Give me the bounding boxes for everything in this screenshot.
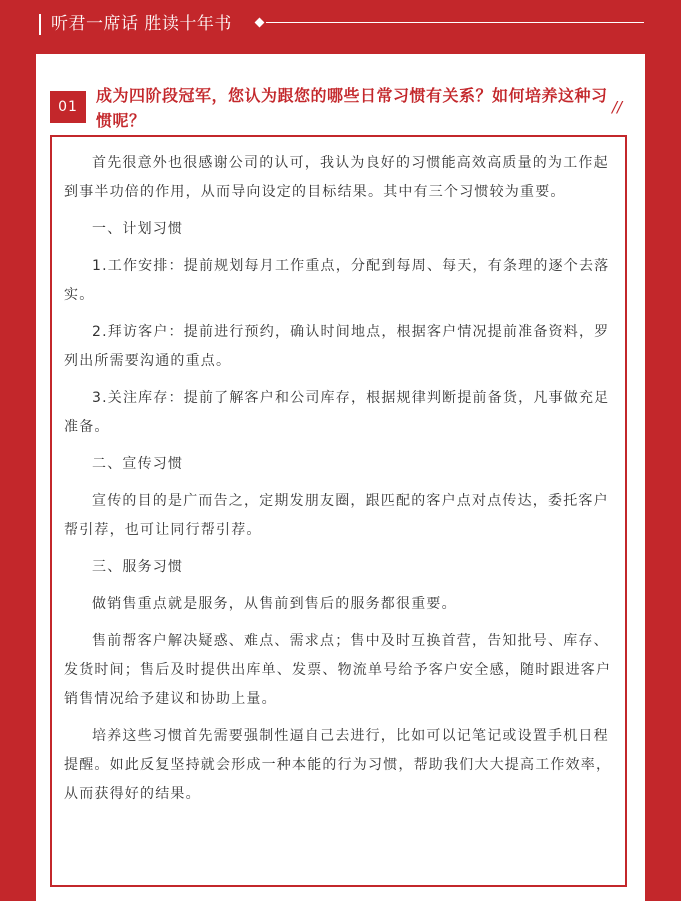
slash-mark-icon: //	[612, 98, 623, 116]
answer-paragraph: 1.工作安排：提前规划每月工作重点，分配到每周、每天，有条理的逐个去落实。	[64, 258, 610, 303]
article-card	[36, 54, 645, 901]
answer-paragraph: 做销售重点就是服务，从售前到售后的服务都很重要。	[92, 596, 457, 612]
header-title: 听君一席话 胜读十年书	[51, 14, 232, 34]
question-title: 成为四阶段冠军，您认为跟您的哪些日常习惯有关系？如何培养这种习惯呢？	[96, 86, 608, 130]
answer-paragraph: 售前帮客户解决疑惑、难点、需求点；售中及时互换首营，告知批号、库存、发货时间；售后及时提供出库单、发票、物流单号给予客户安全感，随时跟进客户销售情况给予建议和协助上量。	[64, 633, 612, 707]
header-divider	[266, 22, 644, 23]
answer-paragraph: 首先很意外也很感谢公司的认可，我认为良好的习惯能高效高质量的为工作起到事半功倍的作用，从而导向设定的目标结果。其中有三个习惯较为重要。	[64, 155, 609, 200]
answer-content	[64, 149, 619, 817]
answer-paragraph: 培养这些习惯首先需要强制性逼自己去进行，比如可以记笔记或设置手机日程提醒。如此反复坚持就会形成一种本能的行为习惯，帮助我们大大提高工作效率，从而获得好的结果。	[64, 728, 612, 802]
answer-paragraph: 宣传的目的是广而告之，定期发朋友圈，跟匹配的客户点对点传达，委托客户帮引荐，也可让同行帮引荐。	[64, 493, 609, 538]
question-number-badge: 01	[50, 91, 86, 123]
answer-heading: 一、计划习惯	[92, 221, 184, 237]
answer-heading: 三、服务习惯	[92, 559, 184, 575]
diamond-icon	[255, 18, 265, 28]
answer-heading: 二、宣传习惯	[92, 456, 184, 472]
answer-paragraph: 3.关注库存：提前了解客户和公司库存，根据规律判断提前备货，凡事做充足准备。	[64, 390, 610, 435]
page-header	[0, 0, 681, 52]
answer-box	[50, 135, 627, 887]
answer-paragraph: 2.拜访客户：提前进行预约，确认时间地点，根据客户情况提前准备资料，罗列出所需要沟通的重点。	[64, 324, 610, 369]
header-accent-bar	[39, 14, 41, 35]
